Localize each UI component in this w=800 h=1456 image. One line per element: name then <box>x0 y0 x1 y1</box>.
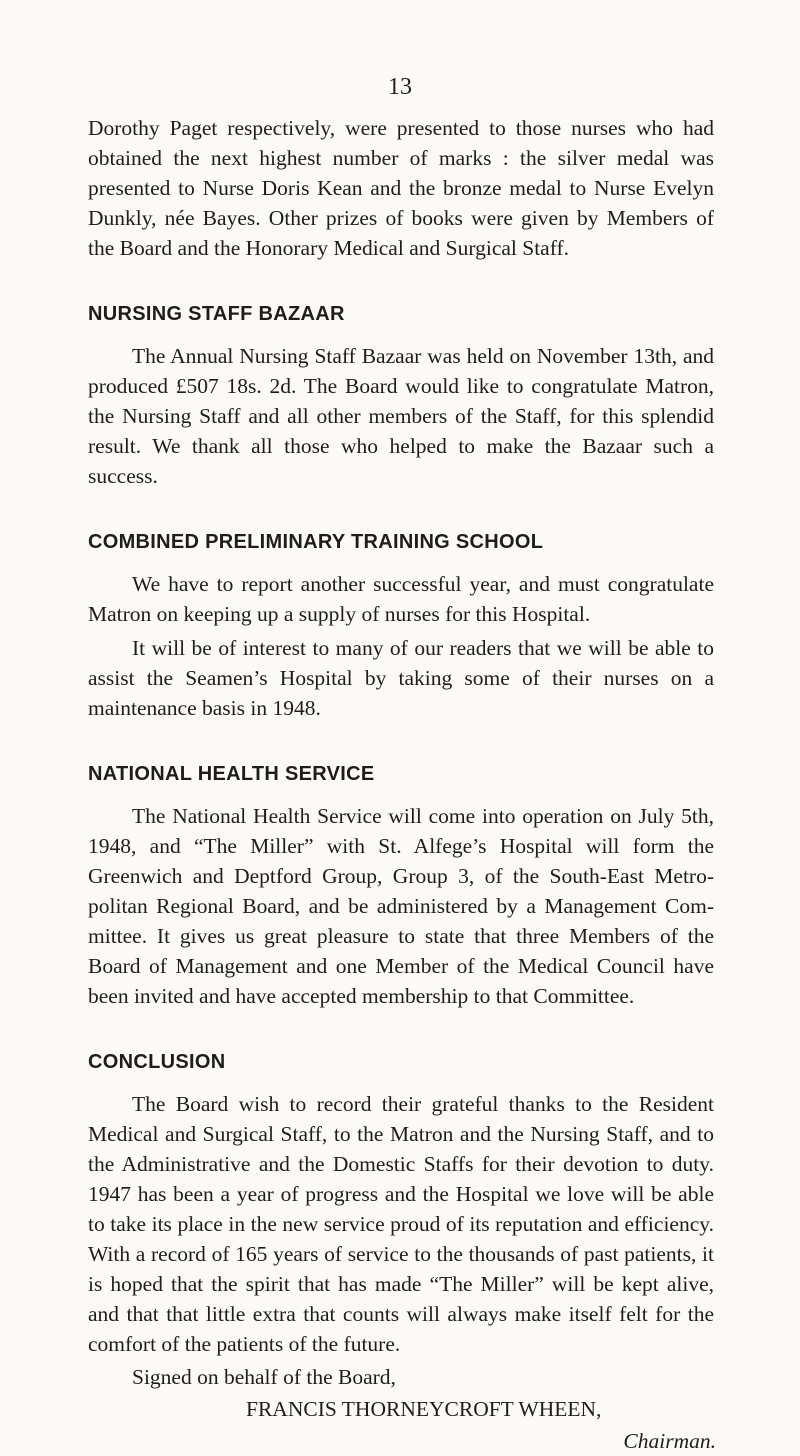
section-heading: CONCLUSION <box>88 1051 226 1073</box>
signed-line: Signed on behalf of the Board, <box>132 1365 396 1389</box>
section-paragraph: It will be of interest to many of our readers that we will be able to assist the Seamen’s Hospital by taking some of their nurses on a maintenance basis in 1948. <box>88 636 714 720</box>
signer-title: Chairman. <box>623 1429 716 1453</box>
section-nursing-staff-bazaar <box>88 301 714 491</box>
section-heading: COMBINED PRELIMINARY TRAINING SCHOOL <box>88 531 544 553</box>
signer-name: FRANCIS THORNEYCROFT WHEEN, <box>246 1397 602 1421</box>
section-national-health-service <box>88 761 714 1011</box>
section-paragraph: The National Health Service will come into operation on July 5th, 1948, and “The Miller” with St. Alfege’s Hospital will form the Greenwich and Deptford Group, Group 3, of the South-East Metro-politan Regional Board, and be administered by a Management Com-mittee. It gives us great pleasure to state that three Members of the Board of Management and one Member of the Medical Council have been invited and have accepted membership to that Committee. <box>88 804 714 1008</box>
section-heading: NURSING STAFF BAZAAR <box>88 303 345 325</box>
section-paragraph: The Annual Nursing Staff Bazaar was held on November 13th, and produced £507 18s. 2d. The Board would like to congratulate Matron, the Nursing Staff and all other members of the Staff, for this splendid result. We thank all those who helped to make the Bazaar such a success. <box>88 344 714 488</box>
intro-paragraph: Dorothy Paget respectively, were presented to those nurses who had obtained the next highest number of marks : the silver medal was presented to Nurse Doris Kean and the bronze medal to Nurse Evelyn Dunkly, née Bayes. Other prizes of books were given by Members of the Board and the Honorary Medical and Surgical Staff. <box>88 116 714 260</box>
section-heading: NATIONAL HEALTH SERVICE <box>88 763 375 785</box>
page-number: 13 <box>388 74 412 100</box>
document-body <box>88 113 714 1456</box>
signature-block <box>88 1362 714 1456</box>
section-paragraph: We have to report another successful year, and must congratulate Matron on keeping up a supply of nurses for this Hospital. <box>88 572 714 626</box>
section-paragraph: The Board wish to record their grateful thanks to the Resident Medical and Surgical Staff, to the Matron and the Nursing Staff, and to the Administrative and the Domestic Staffs for their devotion to duty. 1947 has been a year of progress and the Hospital we love will be able to take its place in the new service proud of its reputation and efficiency. With a record of 165 years of service to the thousands of past patients, it is hoped that the spirit that has made “The Miller” will be kept alive, and that that little extra that counts will always make itself felt for the comfort of the patients of the future. <box>88 1092 714 1356</box>
section-combined-preliminary-training-school <box>88 529 714 723</box>
section-conclusion <box>88 1049 714 1359</box>
